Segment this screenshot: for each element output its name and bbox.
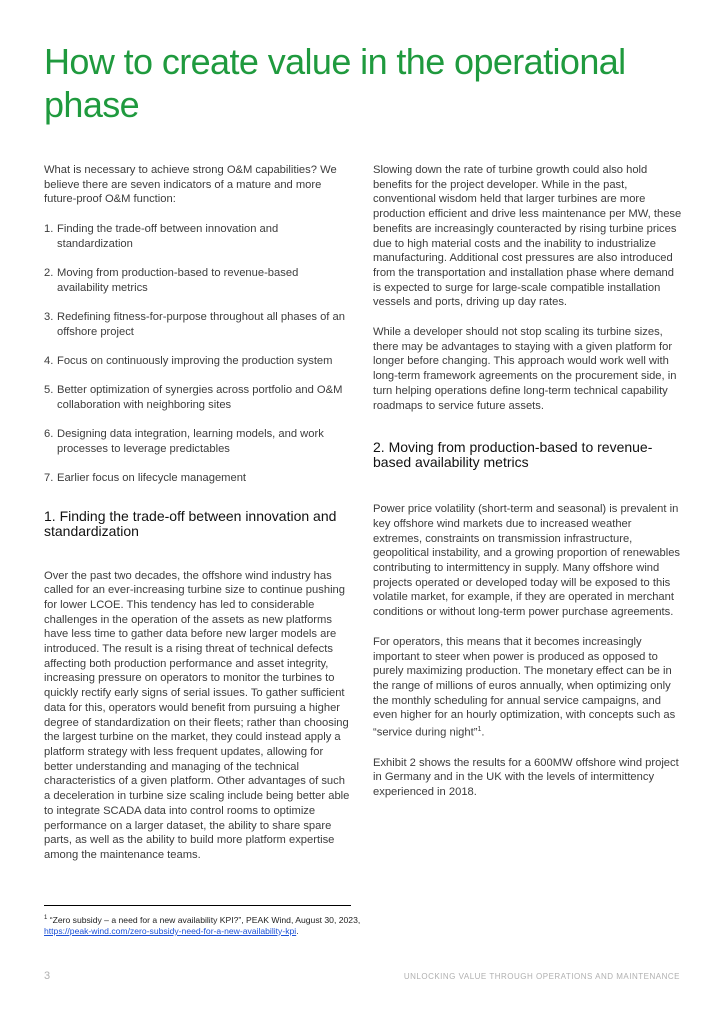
list-number: 6. [44, 427, 54, 440]
right-paragraph-3: Power price volatility (short-term and seasonal) is prevalent in key offshore wind markets due to increased weather extremes, constraints on transmission infrastructure, geopolitical instability, and a growing proportion of renewables contributing to intermittency in supply. Many offshore wind projects operated or developed today will be exposed to this volatile market, for example, if they are operated in merchant conditions or without long-term power purchase agreements. [373, 503, 681, 619]
list-item [44, 310, 352, 339]
list-number: 1. [44, 223, 54, 236]
right-paragraph-1: Slowing down the rate of turbine growth could also hold benefits for the project developer. While in the past, conventional wisdom held that larger turbines are more production efficient and drive less maintenance per MW, these benefits are increasingly counteracted by rising turbine prices due to high material costs and the inability to industrialize manufacturing. Additional cost pressures are also introduced from the transportation and installation phase where demand is expected to surge for large-scale compatible installation vessels and ports, driving up day rates. [373, 164, 682, 309]
footnote-marker: 1 [477, 726, 482, 734]
paragraph-4-text: For operators, this means that it becomes increasingly important to steer when power is produced as opposed to purely maximizing production. The monetary effect can be in the range of millions of euros annually, when optimizing only the monthly scheduling for annual service campaigns, and even higher for an hourly optimization, with concepts such as “service during night” [373, 635, 676, 739]
right-paragraph-4 [373, 635, 683, 741]
left-column [44, 163, 352, 863]
right-paragraph-5: Exhibit 2 shows the results for a 600MW offshore wind project in Germany and in the UK with the levels of intermittency experienced in 2018. [373, 756, 679, 798]
footnote-number: 1 [44, 915, 48, 921]
list-text: Redefining fitness-for-purpose throughout all phases of an offshore project [57, 310, 345, 338]
list-item [44, 383, 352, 412]
paragraph-4-end: . [481, 726, 485, 739]
list-number: 4. [44, 354, 54, 367]
list-text: Moving from production-based to revenue-based availability metrics [57, 267, 299, 294]
section-heading-2: 2. Moving from production-based to revenue-based availability metrics [373, 439, 653, 471]
list-item [44, 266, 352, 295]
list-text: Earlier focus on lifecycle management [57, 471, 247, 484]
list-text: Focus on continuously improving the production system [57, 354, 333, 367]
page-number: 3 [44, 970, 51, 982]
list-number: 3. [44, 310, 54, 323]
footnote-text: “Zero subsidy – a need for a new availability KPI?”, PEAK Wind, August 30, 2023, [49, 914, 361, 925]
indicator-list [44, 222, 352, 485]
list-number: 5. [44, 384, 54, 397]
running-title: UNLOCKING VALUE THROUGH OPERATIONS AND MAINTENANCE [403, 972, 680, 981]
footnote-end: . [296, 925, 299, 936]
list-number: 7. [44, 471, 54, 484]
list-number: 2. [44, 267, 54, 280]
list-text: Better optimization of synergies across portfolio and O&M collaboration with neighboring sites [57, 384, 343, 411]
section-heading-1: 1. Finding the trade-off between innovation and standardization [44, 507, 337, 539]
intro-paragraph: What is necessary to achieve strong O&M capabilities? We believe there are seven indicators of a mature and more future-proof O&M function: [44, 164, 337, 206]
page-title: How to create value in the operational phase [44, 41, 626, 125]
list-text: Designing data integration, learning models, and work processes to leverage predictables [57, 427, 324, 455]
list-item [44, 354, 352, 369]
list-item [44, 427, 352, 456]
right-paragraph-2: While a developer should not stop scaling its turbine sizes, there may be advantages to staying with a given platform for longer before changing. This approach would work well with long-term framework agreements on the procurement side, in turn helping operations define long-term technical capability roadmaps to service future assets. [373, 326, 677, 412]
right-column [373, 163, 683, 800]
footnote [44, 913, 444, 937]
list-item [44, 222, 352, 251]
list-item [44, 471, 352, 486]
footnote-rule [44, 905, 351, 906]
footnote-link[interactable]: https://peak-wind.com/zero-subsidy-need-for-a-new-availability-kpi [44, 925, 297, 936]
list-text: Finding the trade-off between innovation and standardization [57, 223, 279, 250]
section-1-paragraph: Over the past two decades, the offshore wind industry has called for an ever-increasing turbine size to continue pushing for lower LCOE. This tendency has led to considerable challenges in the operation of the assets as new platforms have less time to gather data before new larger models are introduced. The result is a rising threat of technical defects affecting both production performance and asset integrity, increasing pressure on operators to monitor the turbines to quickly rectify early signs of serial issues. To gather sufficient data for this, operators would benefit from pursuing a higher degree of standardization on their fleets; rather than choosing the largest turbine on the market, they could instead apply a platform strategy with less frequent updates, allowing for better understanding and managing of the technical characteristics of a given platform. Other advantages of such a deceleration in turbine size scaling include being better able to integrate SCADA data into control rooms to optimize performance on a larger dataset, the ability to share spare parts, as well as the ability to build more platform expertise among the maintenance teams. [44, 569, 350, 861]
